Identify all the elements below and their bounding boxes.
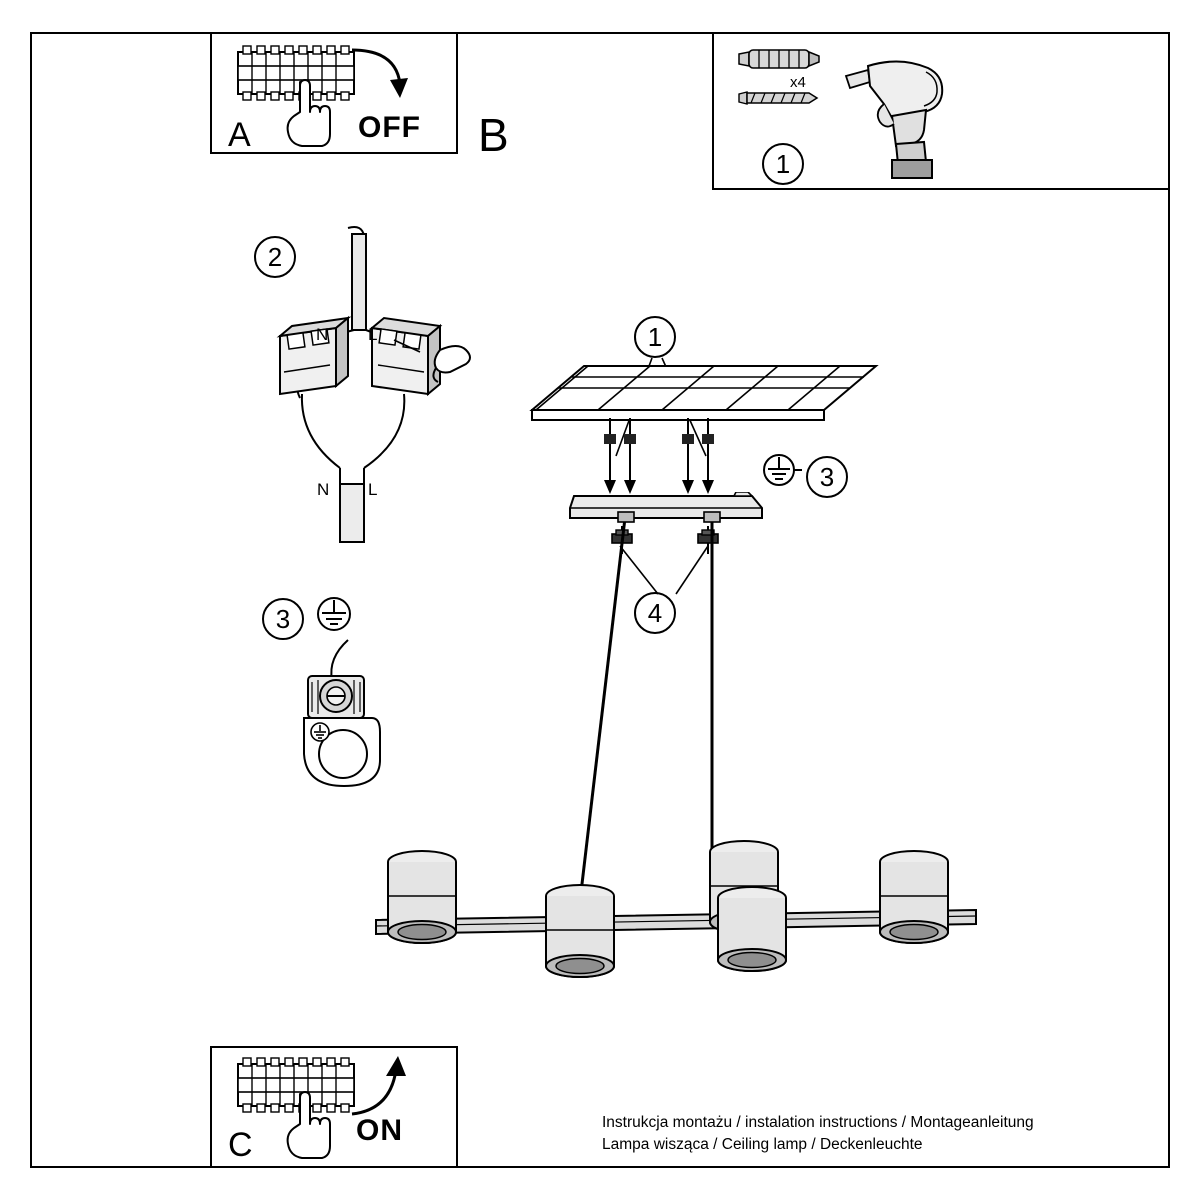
- footer-line-2: Lampa wisząca / Ceiling lamp / Deckenleuchte: [602, 1136, 923, 1153]
- step-1-quantity: x4: [790, 74, 806, 91]
- terminal-left-label: N: [316, 325, 329, 344]
- arrow-down-curved-icon: [346, 44, 412, 110]
- wall-plug-icon: [735, 46, 823, 72]
- ceiling-screws: [592, 418, 732, 500]
- callout-3-number: 3: [806, 456, 848, 498]
- panel-c-state-label: ON: [356, 1114, 403, 1147]
- earth-ground-icon: [312, 592, 356, 636]
- panel-c-letter: C: [228, 1126, 253, 1164]
- step-2-number: 2: [254, 236, 296, 278]
- cable-left-label: N: [317, 480, 330, 499]
- step-3-number: 3: [262, 598, 304, 640]
- callout-4-number: 4: [634, 592, 676, 634]
- panel-b-letter: B: [478, 109, 509, 161]
- callout-1-number: 1: [634, 316, 676, 358]
- arrow-up-curved-icon: [344, 1054, 412, 1120]
- panel-a-state-label: OFF: [358, 111, 421, 144]
- lamp-body: [356, 840, 996, 1020]
- footer-line-1: Instrukcja montażu / instalation instructions / Montageanleitung: [602, 1114, 1034, 1131]
- hand-pointer-up-icon: [282, 1090, 336, 1160]
- step-1-number: 1: [762, 143, 804, 185]
- drill-icon: [840, 56, 960, 182]
- screw-icon: [737, 88, 821, 108]
- canopy-ground-icon: [756, 448, 802, 494]
- hand-pointer-icon: [282, 78, 336, 148]
- ground-terminal-icon: [288, 636, 398, 796]
- panel-a-letter: A: [228, 116, 251, 154]
- terminal-right-label: L: [368, 325, 378, 344]
- cable-right-label: L: [368, 480, 378, 499]
- terminal-block-wiring-icon: [244, 222, 474, 562]
